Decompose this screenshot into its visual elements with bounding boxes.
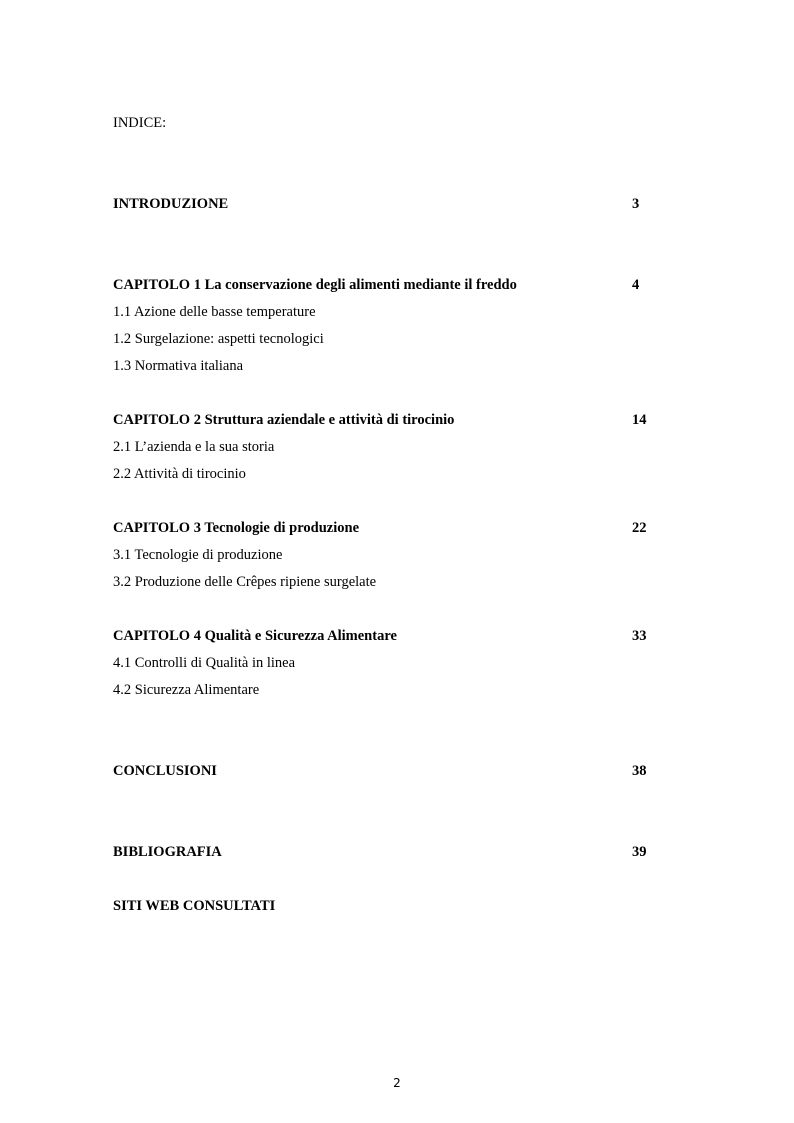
toc-entry-chapter-2: CAPITOLO 2 Struttura aziendale e attività di tirocinio [113, 412, 455, 428]
page-number: 2 [393, 1076, 401, 1090]
toc-entry-introduction: INTRODUZIONE [113, 196, 229, 212]
toc-entry-section-4-2: 4.2 Sicurezza Alimentare [113, 682, 260, 698]
toc-entry-section-1-2: 1.2 Surgelazione: aspetti tecnologici [113, 331, 324, 347]
toc-page-chapter-2: 14 [632, 412, 647, 428]
index-title: INDICE: [113, 115, 167, 131]
toc-entry-chapter-1: CAPITOLO 1 La conservazione degli alimenti mediante il freddo [113, 277, 517, 293]
toc-entry-chapter-4: CAPITOLO 4 Qualità e Sicurezza Alimentare [113, 628, 397, 644]
toc-entry-section-3-1: 3.1 Tecnologie di produzione [113, 547, 283, 563]
toc-entry-bibliography: BIBLIOGRAFIA [113, 844, 222, 860]
toc-page-chapter-1: 4 [632, 277, 640, 293]
toc-entry-conclusions: CONCLUSIONI [113, 763, 217, 779]
toc-page-introduction: 3 [632, 196, 640, 212]
toc-entry-section-1-1: 1.1 Azione delle basse temperature [113, 304, 316, 320]
toc-entry-chapter-3: CAPITOLO 3 Tecnologie di produzione [113, 520, 360, 536]
toc-entry-section-4-1: 4.1 Controlli di Qualità in linea [113, 655, 296, 671]
toc-page-conclusions: 38 [632, 763, 647, 779]
toc-entry-section-3-2: 3.2 Produzione delle Crêpes ripiene surgelate [113, 574, 377, 590]
toc-entry-section-2-2: 2.2 Attività di tirocinio [113, 466, 246, 482]
toc-page-chapter-3: 22 [632, 520, 647, 536]
toc-entry-section-1-3: 1.3 Normativa italiana [113, 358, 244, 374]
toc-entry-websites: SITI WEB CONSULTATI [113, 898, 276, 914]
toc-entry-section-2-1: 2.1 L’azienda e la sua storia [113, 439, 275, 455]
toc-page-bibliography: 39 [632, 844, 647, 860]
toc-page-chapter-4: 33 [632, 628, 647, 644]
